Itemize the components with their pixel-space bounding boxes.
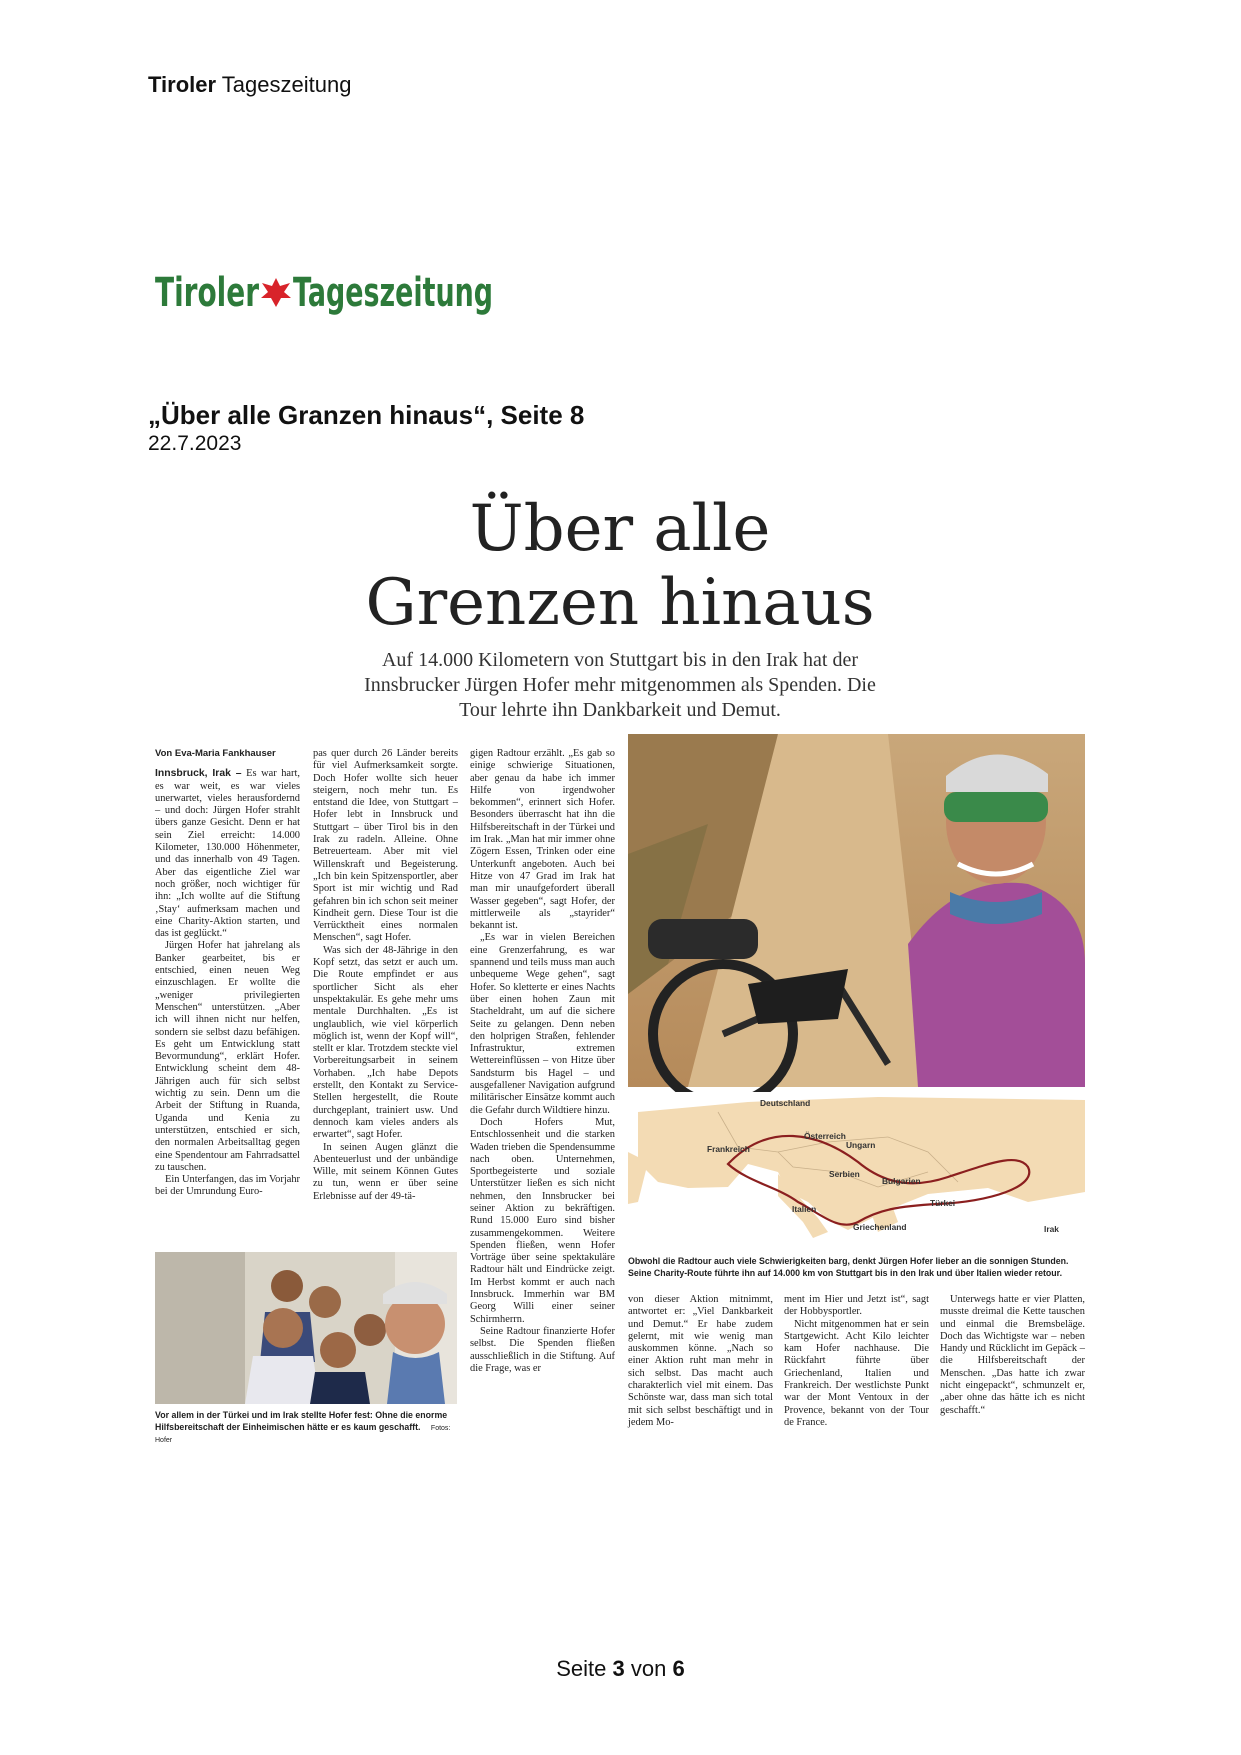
footer-page-number: 3 [612,1656,625,1681]
footer-middle: von [630,1656,667,1681]
footer-prefix: Seite [556,1656,607,1681]
paragraph: gigen Radtour erzählt. „Es gab so einige schwierige Situationen, aber genau da habe ich immer Hilfe von irgendwoher bekommen“, erinnert sich Hofer. Besonders überrascht hat ihn die Hilfsbereitschaft in der Türkei und im Irak. „Man hat mir immer ohne Zögern Essen, Trinken oder eine Unterkunft angeboten. Auch bei Hitze von 47 Grad im Irak hat man mir unaufgefordert überall Wasser gegeben“, sagt Hofer, der mittlerweile als „stayrider“ bekannt ist. [470,748,615,932]
map-label-ungarn: Ungarn [846,1140,876,1150]
newspaper-logo [155,262,495,320]
map-label-bulgarien: Bulgarien [882,1176,921,1186]
kids-caption [155,1410,457,1447]
map-label-oesterreich: Österreich [804,1131,846,1141]
map-label-frankreich: Frankreich [707,1144,750,1154]
paragraph: Ein Unterfangen, das im Vorjahr bei der Umrundung Euro- [155,1174,300,1198]
map-label-irak: Irak [1044,1224,1059,1234]
kids-selfie-photo [155,1252,457,1404]
map-label-deutschland: Deutschland [760,1098,811,1108]
eagle-icon [261,278,291,307]
page-footer [0,1656,1241,1682]
paragraph: Innsbruck, Irak – Es war hart, es war weit, es war vieles unerwartet, vieles herausfordernd – und doch: Jürgen Hofer strahlt übers ganze Gesicht. Denn er hat sein Ziel erreicht: 14.000 Kilometer, 130.000 Höhenmeter, und das innerhalb von 49 Tagen. Aber das eigentliche Ziel war noch größer, noch wichtiger für ihn: „Ich wollte auf die Stiftung ‚Stay‘ aufmerksam machen und eine Charity-Aktion starten, und das ist geglückt.“ [155,768,300,940]
paragraph: Seine Radtour finanzierte Hofer selbst. Die Spenden fließen ausschließlich in die Stiftung. Auf die Frage, was er [470,1325,615,1374]
clipping-title: „Über alle Granzen hinaus“, Seite 8 [148,400,585,430]
logo-word-left: Tiroler [155,270,260,316]
article-column-5 [784,1294,929,1429]
article-lead: Auf 14.000 Kilometern von Stuttgart bis in den Irak hat der Innsbrucker Jürgen Hofer mehr mitgenommen als Spenden. Die Tour lehrte ihn Dankbarkeit und Demut. [364,649,876,721]
clipping-date: 22.7.2023 [148,432,242,455]
logo-word-right: Tageszeitung [293,270,493,316]
paragraph: pas quer durch 26 Länder bereits für viel Aufmerksamkeit sorgte. Doch Hofer wollte sich heuer steigern, noch mehr tun. Es entstand die Idee, von Stuttgart – Hofer lebt in Innsbruck und Stuttgart – über Tirol bis in den Irak zu radeln. Alleine. Ohne Betreuerteam. Aber mit viel Willenskraft und Begeisterung. „Ich bin kein Spitzensportler, aber Sport ist mir wichtig und Rad gefahren bin ich schon seit meiner Kindheit gern. Diese Tour ist die Verrücktheit eines normalen Menschen“, sagt Hofer. [313,748,458,944]
headline-line-2: Grenzen hinaus [365,566,875,640]
paragraph: von dieser Aktion mitnimmt, antwortet er: „Viel Dankbarkeit und Demut.“ Er habe zudem gelernt, mit wie wenig man auskommen könne. „Nach so einer Aktion ruht man mehr in sich selbst. Das macht auch charakterlich viel mit einem. Das Schönste war, dass man sich total mit sich selbst beschäftigt und in jedem Mo- [628,1294,773,1428]
article-column-4 [628,1294,773,1429]
paragraph: ment im Hier und Jetzt ist“, sagt der Hobbysportler. [784,1294,929,1318]
article-column-2 [313,748,458,1203]
footer-total-pages: 6 [672,1656,685,1681]
paragraph: Was sich der 48-Jährige in den Kopf setzt, das setzt er auch um. Die Route empfindet er aus sportlicher Sicht als eher unspektakulär. Es gehe mehr ums mentale Durchhalten. „Es ist unglaublich, wie viel körperlich möglich ist, wenn der Kopf will“, stellt er klar. Trotzdem steckte viel Vorbereitungsarbeit in seinem Vorhaben. „Ich habe Depots erstellt, den Kontakt zu Service-Stellen hergestellt, die Route durchgeplant, trainiert usw. Und dennoch kam vieles anders als erwartet“, sagt Hofer. [313,944,458,1141]
paragraph: Nicht mitgenommen hat er sein Startgewicht. Acht Kilo leichter kam Hofer nachhause. Die Rückfahrt führte über Griechenland, Italien und Frankreich. Der westlichste Punkt war der Mont Ventoux in der Provence, bekannt von der Tour de France. [784,1318,929,1428]
article-column-6 [940,1294,1085,1417]
page-header [148,72,351,98]
paragraph: Doch Hofers Mut, Entschlossenheit und die starken Waden trieben die Spendensumme nach oben. Unternehmen, Sportbegeisterte und soziale Unterstützer ließen es sich nicht nehmen, den Innsbrucker bei seiner Aktion zu bekräftigen. Rund 15.000 Euro sind bisher zusammengekommen. Weitere Spenden fließen, wenn Hofer Vorträge über seine spektakuläre Radtour hält und Eindrücke zeigt. Im Herbst kommt er auch nach Innsbruck. Immerhin war BM Georg Willi einer seiner Schirmherrn. [470,1116,615,1325]
kids-caption-text: Vor allem in der Türkei und im Irak stellte Hofer fest: Ohne die enorme Hilfsbereitschaft der Einheimischen hätte er es kaum geschafft. [155,1410,448,1432]
article-column-3 [470,748,615,1375]
map-label-griechenland: Griechenland [853,1222,907,1232]
brand-bold: Tiroler [148,72,217,97]
map-label-serbien: Serbien [829,1169,860,1179]
article-column-1 [155,748,300,1199]
map-caption: Obwohl die Radtour auch viele Schwierigkeiten barg, denkt Jürgen Hofer lieber an die sonnigen Stunden. Seine Charity-Route führte ihn auf 14.000 km von Stuttgart bis in den Irak und über Italien wieder retour. [628,1256,1069,1278]
map-label-tuerkei: Türkei [930,1198,956,1208]
paragraph: „Es war in vielen Bereichen eine Grenzerfahrung, es war spannend und teils muss man auch unbequeme Wege gehen“, sagt Hofer. So kletterte er eines Nachts über einen hohen Zaun mit Stacheldraht, um auf die sichere Seite zu gelangen. Denn neben den holprigen Straßen, fehlender Infrastruktur, extremen Wettereinflüssen – von Hitze über Sandsturm bis Hagel – und ausgefallener Navigation aufgrund militärischer Einsätze kommt auch die Gefahr durch Wildtiere hinzu. [470,932,615,1116]
headline-line-1: Über alle [469,492,771,566]
photo-credit: Fotos: Hofer [155,1424,451,1444]
paragraph: In seinen Augen glänzt die Abenteuerlust und der unbändige Wille, mit seinem Können Gutes zu tun, wenn er über seine Erlebnisse auf der 49-tä- [313,1141,458,1202]
brand-regular: Tageszeitung [221,72,352,97]
article-headline [300,492,940,640]
cyclist-selfie-photo [628,734,1085,1087]
dateline: Innsbruck, Irak – [155,768,242,780]
map-label-italien: Italien [792,1204,817,1214]
paragraph: Jürgen Hofer hat jahrelang als Banker gearbeitet, bis er entschied, einen neuen Weg einzuschlagen. Er wollte die „weniger privilegierten Menschen“ unterstützen. „Aber ich will ihnen nicht nur helfen, sondern sie selbst dazu befähigen. Es geht um Entwicklung statt Bevormundung“, erklärt Hofer. Entwicklung scheint dem 48-Jährigen auch für sich selbst wichtig zu sein. Denn um die Arbeit der Stiftung in Ruanda, Uganda und Kenia zu unterstützen, entschied er sich, den normalen Arbeitsalltag gegen eine Spendentour am Fahrradsattel zu tauschen. [155,940,300,1173]
paragraph: Unterwegs hatte er vier Platten, musste dreimal die Kette tauschen und einmal die Bremsbeläge. Doch das Wichtigste war – neben Handy und Rücklicht im Gepäck – die Hilfsbereitschaft der Menschen. „Das hatte ich zwar nicht eingepackt“, schmunzelt er, „aber ohne das hätte ich es nicht geschafft.“ [940,1294,1085,1416]
byline: Von Eva-Maria Fankhauser [155,748,276,759]
